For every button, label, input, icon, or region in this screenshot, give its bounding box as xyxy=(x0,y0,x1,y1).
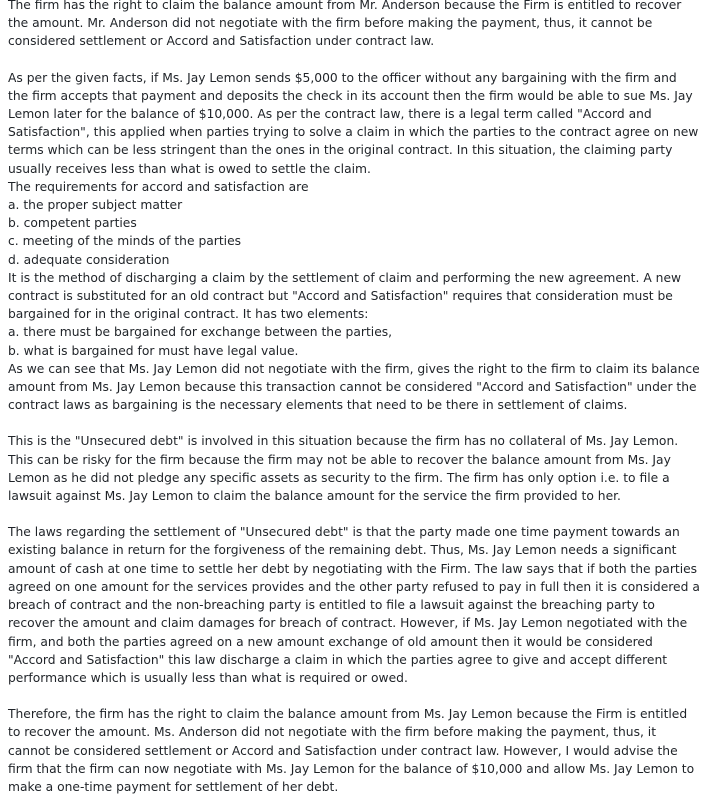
paragraph-anderson-claim: The firm has the right to claim the balance amount from Mr. Anderson because the Firm is entitled to recover the amount. Mr. Anderson did not negotiate with the firm before making the payment, thus, it cannot be considered settlement or Accord and Satisfaction under contract law. xyxy=(8,0,682,49)
paragraph-accord-and-satisfaction: As per the given facts, if Ms. Jay Lemon sends $5,000 to the officer without any bargaining with the firm and the firm accepts that payment and deposits the check in its account then the firm would be able to sue Ms. Jay Lemon later for the balance of $10,000. As per the contract law, there is a legal term called "Accord and Satisfaction", this applied when parties trying to solve a claim in which the parties to the contract agree on new terms which can be less stringent than the ones in the original contract. In this situation, the claiming party usually receives less than what is owed to settle the claim. The requirements for accord and satisfaction are a. the proper subject matter b. competent parties c. meeting of the minds of the parties d. adequate consideration It is the method of discharging a claim by the settlement of claim and performing the new agreement. A new contract is substituted for an old contract but "Accord and Satisfaction" requires that consideration must be bargained for in the original contract. It has two elements: a. there must be bargained for exchange between the parties, b. what is bargained for must have legal value. As we can see that Ms. Jay Lemon did not negotiate with the firm, gives the right to the firm to claim its balance amount from Ms. Jay Lemon because this transaction cannot be considered "Accord and Satisfaction" under the contract laws as bargaining is the necessary elements that need to be there in settlement of claims. xyxy=(8,70,700,413)
paragraph-unsecured-debt: This is the "Unsecured debt" is involved in this situation because the firm has no collateral of Ms. Jay Lemon. This can be risky for the firm because the firm may not be able to recover the balance amount from Ms. Jay Lemon as he did not pledge any specific assets as security to the firm. The firm has only option i.e. to file a lawsuit against Ms. Jay Lemon to claim the balance amount for the service the firm provided to her. xyxy=(8,434,679,504)
paragraph-settlement-laws: The laws regarding the settlement of "Unsecured debt" is that the party made one time payment towards an existing balance in return for the forgiveness of the remaining debt. Thus, Ms. Jay Lemon needs a significant amount of cash at one time to settle her debt by negotiating with the Firm. The law says that if both the parties agreed on one amount for the services provides and the other party refused to pay in full then it is considered a breach of contract and the non-breaching party is entitled to file a lawsuit against the breaching party to recover the amount and claim damages for breach of contract. However, if Ms. Jay Lemon negotiated with the firm, and both the parties agreed on a new amount exchange of old amount then it would be considered "Accord and Satisfaction" this law discharge a claim in which the parties agree to give and accept different performance which is usually less than what is required or owed. xyxy=(8,525,700,685)
paragraph-conclusion: Therefore, the firm has the right to claim the balance amount from Ms. Jay Lemon because the Firm is entitled to recover the amount. Ms. Anderson did not negotiate with the firm before making the payment, thus, it cannot be considered settlement or Accord and Satisfaction under contract law. However, I would advise the firm that the firm can now negotiate with Ms. Jay Lemon for the balance of $10,000 and allow Ms. Jay Lemon to make a one-time payment for settlement of her debt. xyxy=(8,707,695,794)
